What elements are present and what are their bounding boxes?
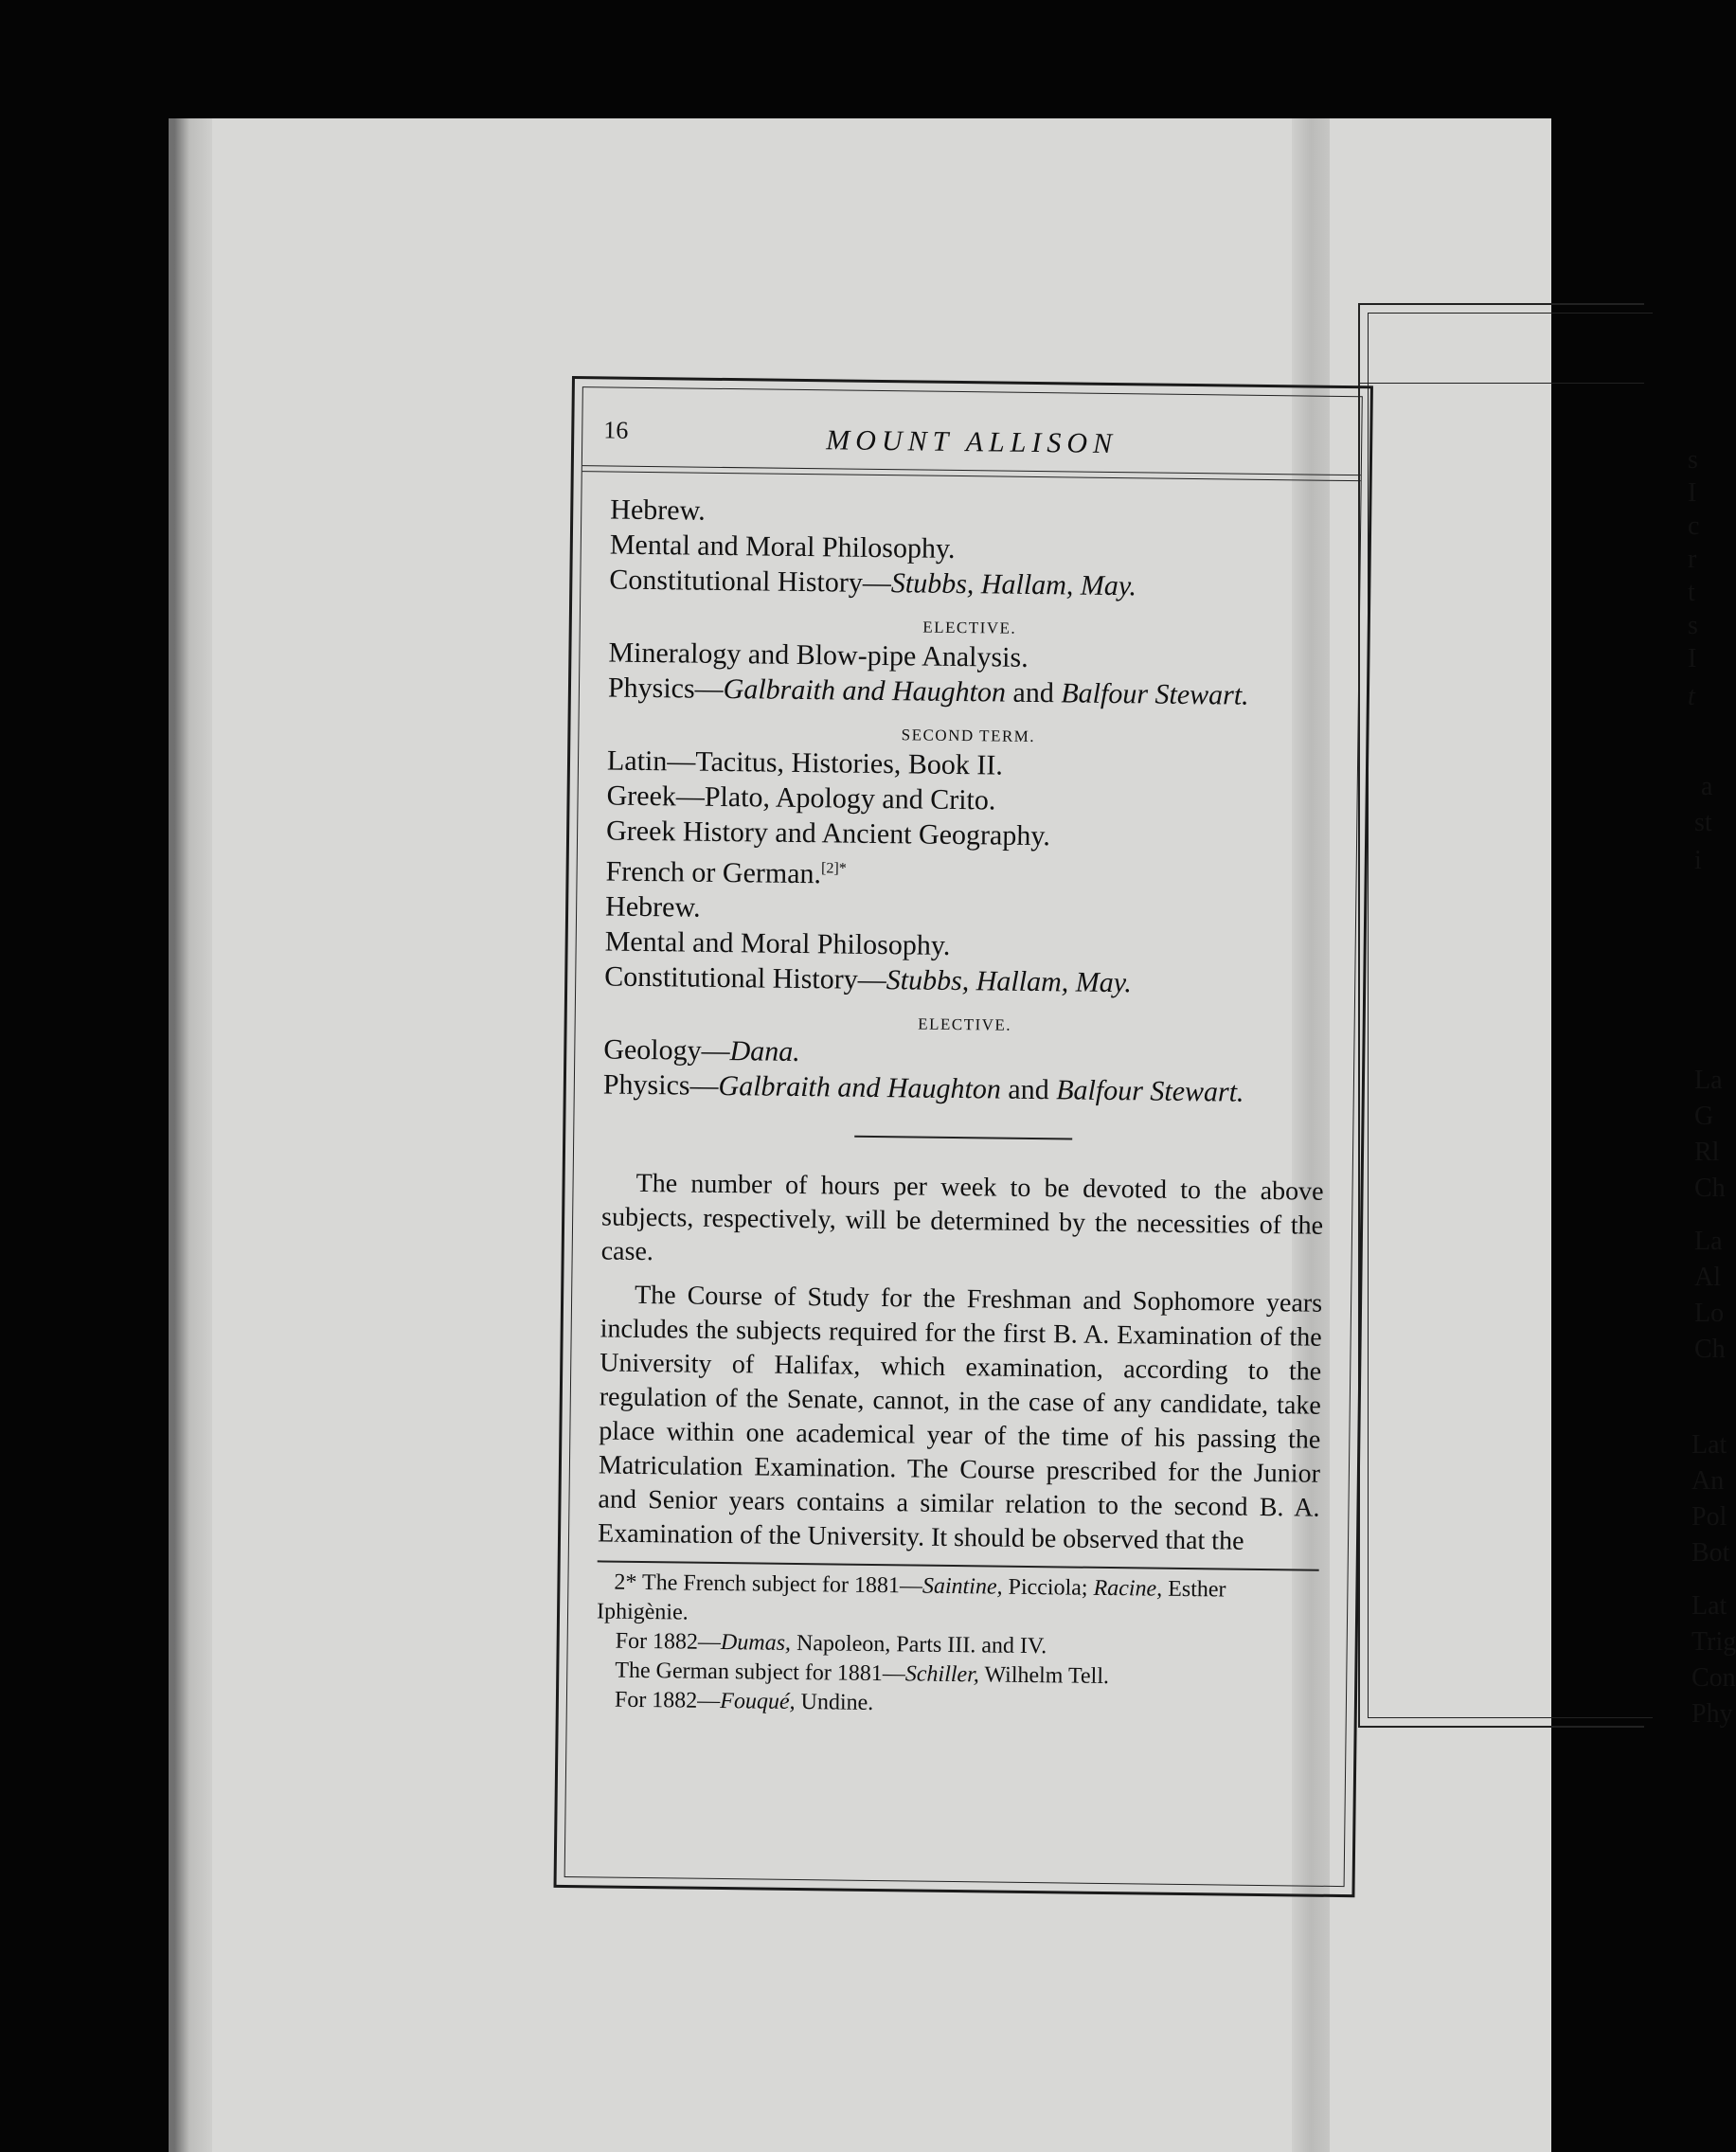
adjacent-page-frame [1358, 303, 1644, 1728]
page-number: 16 [603, 416, 629, 444]
course-line: Greek—Plato, Apology and Crito. [606, 780, 996, 816]
adjacent-fragment: Al [1694, 1263, 1721, 1292]
page-binding-edge [174, 118, 212, 2152]
footnote-line: For 1882—Fouqué, Undine. [614, 1687, 874, 1715]
adjacent-fragment: G [1694, 1102, 1714, 1131]
running-head: MOUNT ALLISON [826, 424, 1119, 460]
course-line: Hebrew. [604, 890, 701, 924]
body-paragraph: The number of hours per week to be devoted to the above subjects, respectively, will be determined by the necessities of the case. [600, 1168, 1324, 1267]
adjacent-fragment: t [1688, 578, 1695, 607]
adjacent-fragment: La [1694, 1227, 1723, 1256]
course-line: Mental and Moral Philosophy. [609, 529, 956, 565]
adjacent-fragment: s [1688, 611, 1698, 640]
adjacent-fragment: c [1688, 511, 1700, 541]
second-term-heading: SECOND TERM. [901, 726, 1036, 746]
adjacent-page [1358, 118, 1736, 2152]
header-rule [582, 465, 1361, 475]
adjacent-fragment: s [1688, 445, 1698, 475]
footnote-line: 2* The French subject for 1881—Saintine, Picciola; Racine, Esther Iphigènie. [596, 1569, 1226, 1625]
course-line: Hebrew. [610, 493, 706, 527]
adjacent-fragment: Lat [1691, 1430, 1727, 1460]
adjacent-fragment: i [1694, 846, 1702, 875]
adjacent-fragment: I [1688, 644, 1697, 673]
course-line: Mineralogy and Blow-pipe Analysis. [608, 637, 1029, 673]
page-frame [554, 376, 1373, 1897]
elective-heading: ELECTIVE. [922, 618, 1017, 637]
course-line: Latin—Tacitus, Histories, Book II. [606, 744, 1004, 781]
adjacent-fragment: Ch [1694, 1174, 1726, 1203]
section-separator [854, 1136, 1072, 1140]
adjacent-fragment: r [1688, 545, 1697, 574]
course-line: Constitutional History—Stubbs, Hallam, May. [609, 564, 1137, 602]
book-spread [169, 118, 1736, 2152]
adjacent-fragment: Trig [1691, 1627, 1736, 1657]
course-line: Greek History and Ancient Geography. [605, 815, 1051, 852]
adjacent-fragment: La [1694, 1066, 1723, 1095]
adjacent-fragment: I [1688, 478, 1697, 508]
adjacent-fragment: a [1701, 772, 1713, 801]
course-line: Constitutional History—Stubbs, Hallam, May. [604, 960, 1133, 999]
adjacent-fragment: Ch [1694, 1335, 1726, 1364]
adjacent-fragment: An [1691, 1466, 1725, 1496]
footnote-line: The German subject for 1881—Schiller, Wilhelm Tell. [615, 1658, 1110, 1690]
course-line: Mental and Moral Philosophy. [604, 925, 951, 961]
adjacent-fragment: Lo [1694, 1299, 1725, 1328]
adjacent-fragment: t [1688, 682, 1695, 711]
adjacent-fragment: Pol [1691, 1502, 1727, 1532]
course-line: French or German.$^{[2]*}$ [605, 855, 847, 890]
course-line: Physics—Galbraith and Haughton and Balfour Stewart. [602, 1068, 1244, 1108]
adjacent-fragment: Rl [1694, 1138, 1720, 1167]
elective-heading: ELECTIVE. [918, 1014, 1012, 1034]
page-body [596, 493, 1333, 1724]
page-frame-inner [564, 386, 1363, 1887]
adjacent-fragment: Con [1691, 1663, 1736, 1693]
adjacent-fragment: Phy [1691, 1699, 1733, 1729]
body-paragraph: The Course of Study for the Freshman and Sophomore years includes the subjects required for the first B. A. Examination of the University of Halifax, which examination, according to the regulation of the Senate, cannot, in the case of any candidate, take place within one academical year of the time of his passing the Matriculation Examination. The Course prescribed for the Junior and Senior years contains a similar relation to the second B. A. Examination of the University. It should be observed that the [597, 1280, 1323, 1556]
adjacent-fragment: Lat [1691, 1591, 1727, 1621]
footnote-line: For 1882—Dumas, Napoleon, Parts III. and IV. [615, 1628, 1047, 1659]
footnote-marker: [2]* [820, 860, 847, 877]
course-line: Physics—Galbraith and Haughton and Balfour Stewart. [607, 672, 1249, 711]
adjacent-fragment: st [1694, 808, 1712, 837]
adjacent-fragment: Bot [1691, 1538, 1730, 1568]
course-line: Geology—Dana. [603, 1033, 801, 1067]
